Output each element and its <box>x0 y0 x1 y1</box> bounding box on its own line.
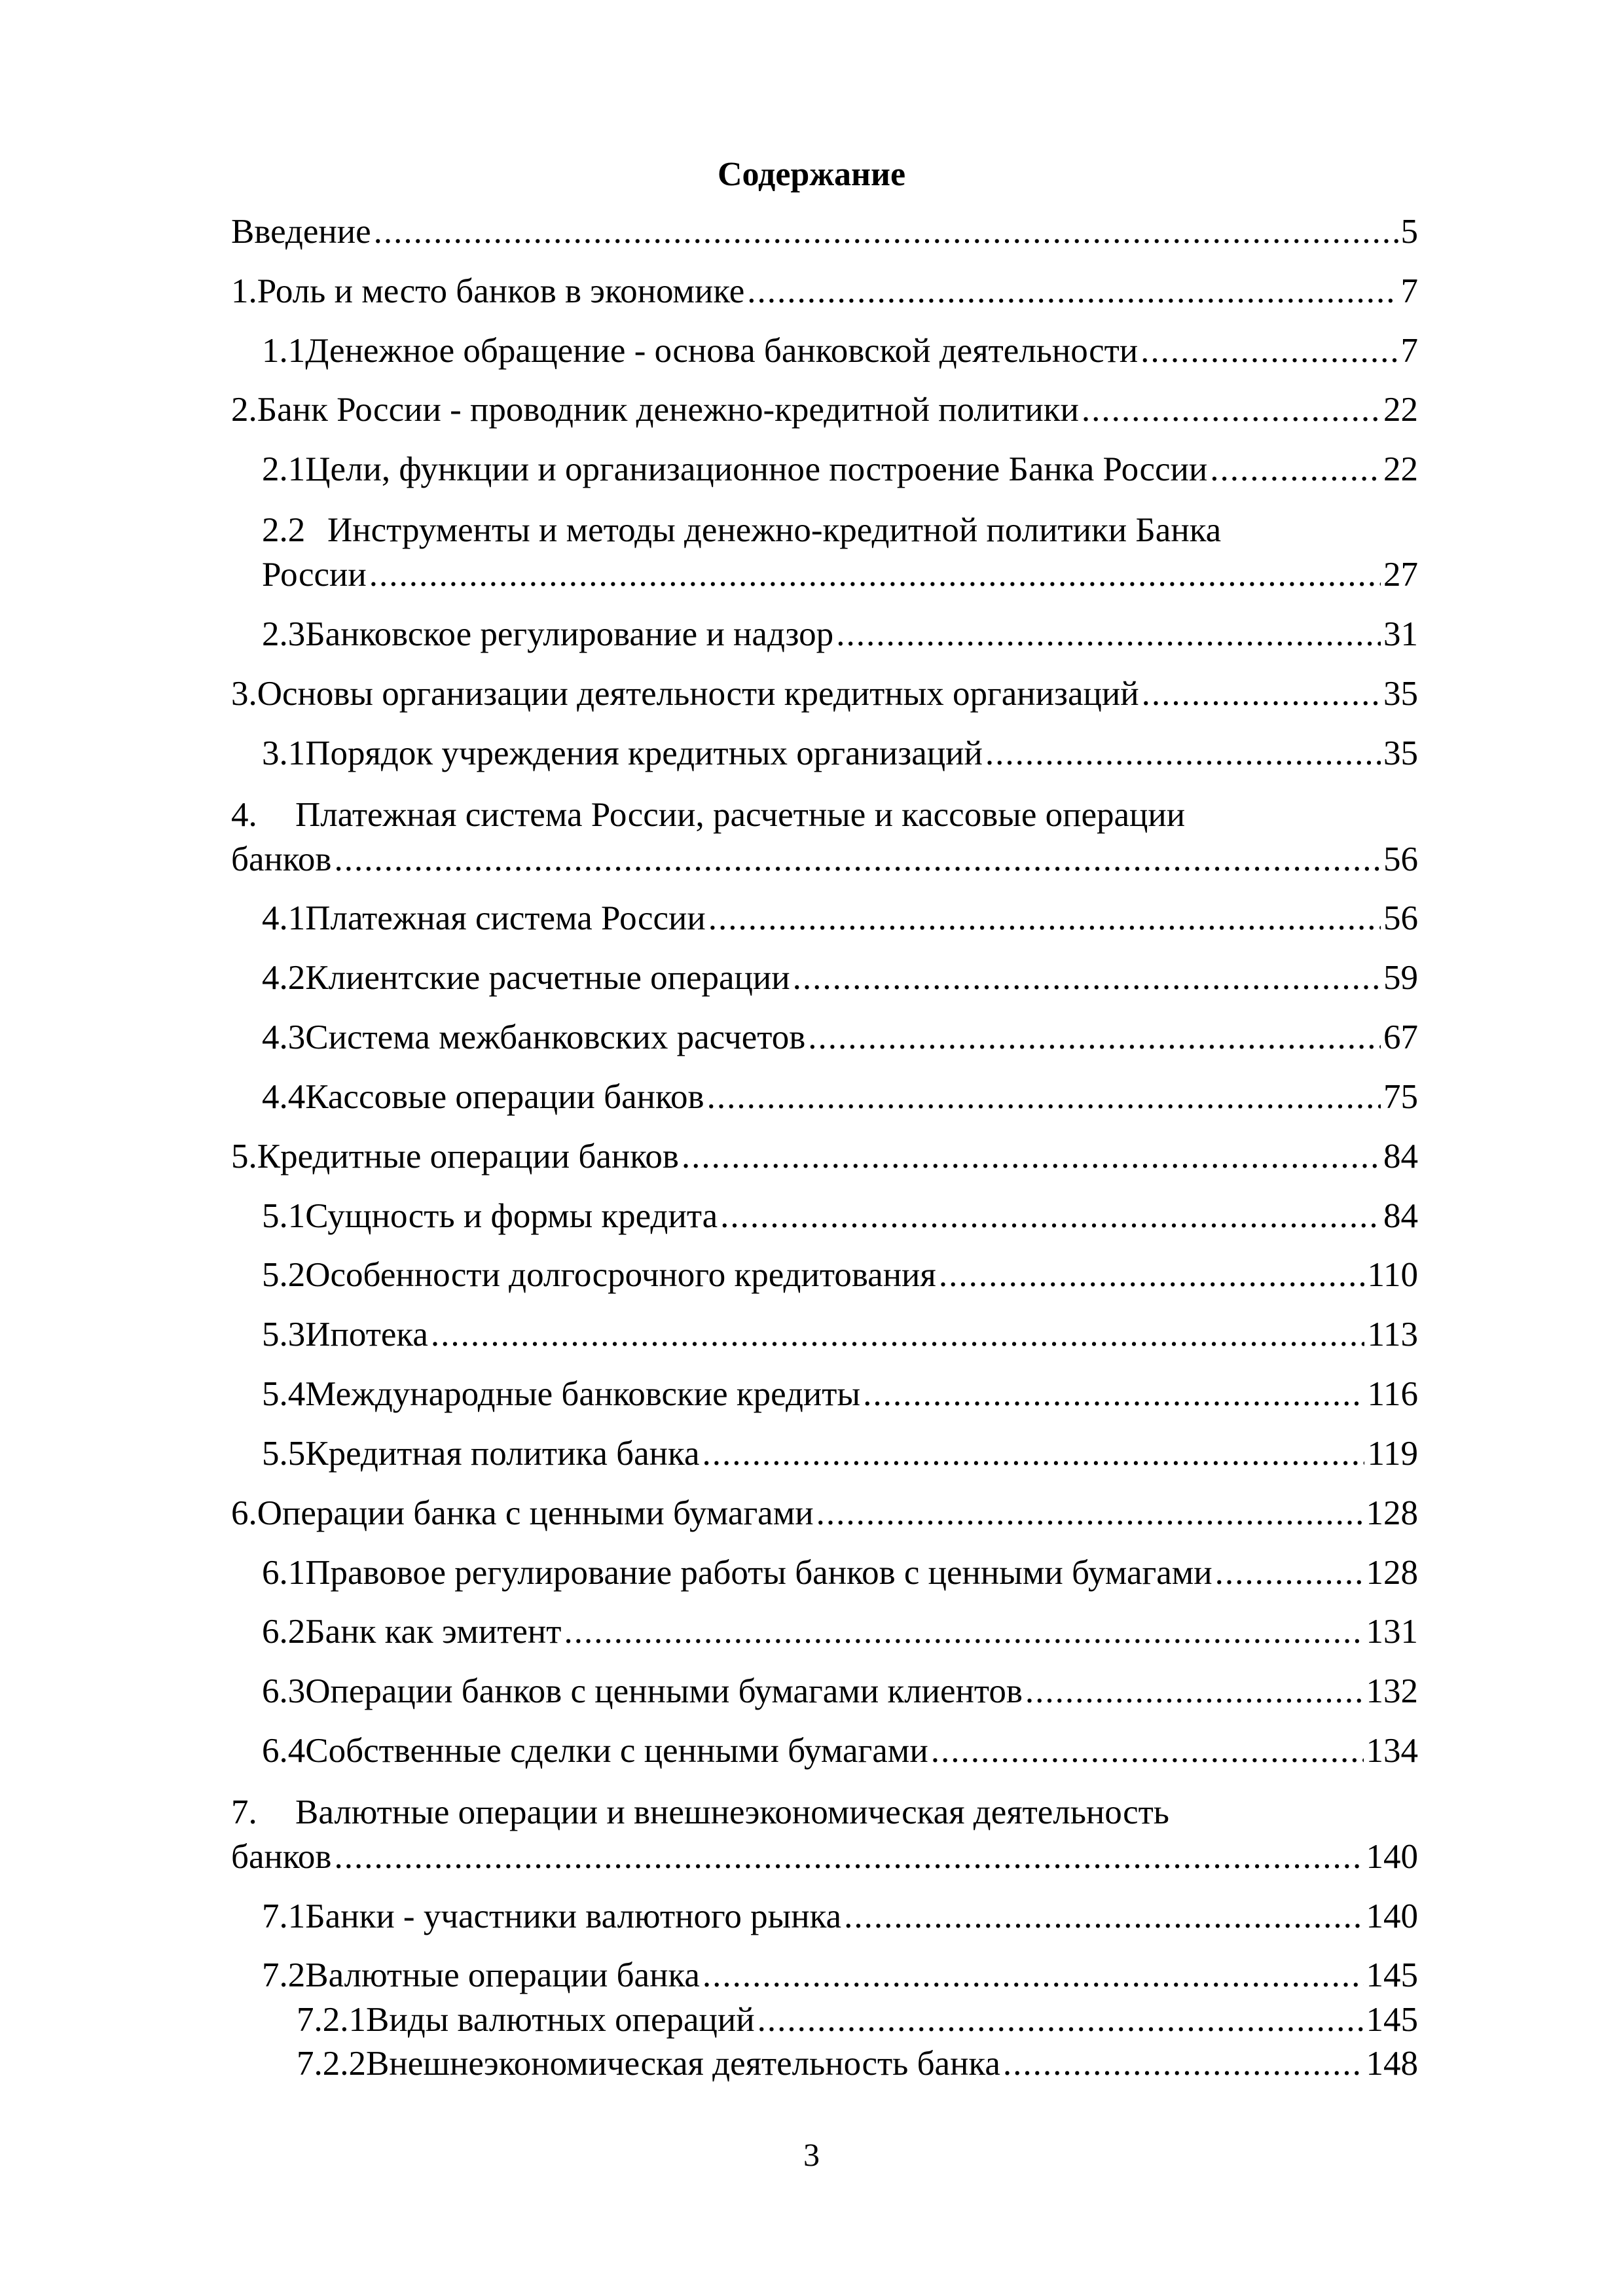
toc-entry[interactable] <box>231 1196 1418 1236</box>
toc-entry-title: Банковское регулирование и надзор <box>305 615 834 653</box>
dot-leader <box>1082 390 1381 429</box>
toc-entry-title: Роль и место банков в экономике <box>257 272 745 310</box>
toc-entry[interactable] <box>231 1956 1418 1995</box>
page-number: 3 <box>803 2136 820 2173</box>
toc-entry-title: Ипотека <box>305 1316 428 1354</box>
toc-entry-number: 4.4 <box>262 1078 306 1116</box>
toc-entry-page: 110 <box>1367 1256 1418 1294</box>
toc-entry-title: Платежная система России, расчетные и кассовые операции <box>295 796 1186 834</box>
toc-entry[interactable] <box>231 1374 1418 1414</box>
toc-entry[interactable] <box>231 331 1418 370</box>
toc-entry-page: 140 <box>1366 1838 1418 1876</box>
dot-leader <box>702 1434 1364 1473</box>
toc-entry-number: 5.3 <box>262 1316 306 1354</box>
toc-entry-number: 5. <box>231 1138 257 1175</box>
toc-entry[interactable] <box>231 1018 1418 1057</box>
toc-entry[interactable] <box>231 1255 1418 1295</box>
toc-entry-title: Платежная система России <box>305 899 706 937</box>
toc-entry-page: 134 <box>1366 1732 1418 1770</box>
toc-entry-number: 2.1 <box>262 450 306 488</box>
toc-entry-title: Денежное обращение - основа банковской деятельности <box>305 332 1139 370</box>
toc-entry[interactable] <box>231 212 1418 251</box>
toc-entry[interactable] <box>231 958 1418 997</box>
toc-entry-page: 145 <box>1366 1956 1418 1994</box>
toc-entry-number: 1.1 <box>262 332 306 370</box>
toc-entry[interactable] <box>231 1137 1418 1176</box>
toc-entry-page: 128 <box>1366 1494 1418 1532</box>
toc-entry-number: 5.4 <box>262 1375 306 1413</box>
toc-entry-page: 145 <box>1366 2001 1418 2039</box>
dot-leader <box>836 615 1381 654</box>
toc-entry-number: 5.5 <box>262 1435 306 1473</box>
toc-entry-title: Введение <box>231 213 371 251</box>
toc-entry-title: Виды валютных операций <box>366 2001 755 2039</box>
toc-entry-title: Кассовые операции банков <box>305 1078 704 1116</box>
toc-entry-number: 7. <box>231 1793 257 1831</box>
toc-entry-number: 5.2 <box>262 1256 306 1294</box>
toc-entry-page: 27 <box>1383 556 1418 594</box>
dot-leader <box>747 272 1398 311</box>
toc-entry-number: 2. <box>231 391 257 429</box>
toc-entry[interactable] <box>231 795 1418 879</box>
dot-leader <box>1140 331 1398 370</box>
toc-entry[interactable] <box>231 1553 1418 1592</box>
toc-entry-number: 6.3 <box>262 1672 306 1710</box>
toc-entry-page: 5 <box>1400 213 1418 251</box>
dot-leader <box>564 1612 1363 1651</box>
toc-entry-title: Операции банка с ценными бумагами <box>257 1494 814 1532</box>
toc-entry-page: 35 <box>1383 734 1418 772</box>
dot-leader <box>863 1374 1364 1414</box>
toc-entry-page: 7 <box>1400 272 1418 310</box>
dot-leader <box>702 1956 1364 1995</box>
toc-entry-number: 7.2 <box>262 1956 306 1994</box>
dot-leader <box>369 555 1381 594</box>
toc-entry-page: 132 <box>1366 1672 1418 1710</box>
toc-entry-title: Международные банковские кредиты <box>305 1375 861 1413</box>
dot-leader <box>334 840 1381 879</box>
toc-entry-page: 131 <box>1366 1613 1418 1651</box>
toc-entry[interactable] <box>231 2044 1418 2083</box>
toc-entry-page: 67 <box>1383 1018 1418 1056</box>
toc-entry-number: 3.1 <box>262 734 306 772</box>
toc-entry-title: Система межбанковских расчетов <box>305 1018 806 1056</box>
toc-entry-page: 128 <box>1366 1554 1418 1592</box>
toc-entry-title-continuation: России <box>262 556 367 594</box>
toc-entry-number: 5.1 <box>262 1197 306 1235</box>
toc-entry-number: 7.1 <box>262 1897 306 1935</box>
toc-entry-number: 7.2.1 <box>297 2001 366 2039</box>
dot-leader <box>816 1494 1364 1533</box>
toc-entry-number: 2.3 <box>262 615 306 653</box>
toc-entry-title: Внешнеэкономическая деятельность банка <box>366 2045 1000 2083</box>
toc-entry-title: Порядок учреждения кредитных организаций <box>305 734 983 772</box>
toc-title: Содержание <box>717 156 906 193</box>
toc-entry-title: Правовое регулирование работы банков с ценными бумагами <box>305 1554 1213 1592</box>
dot-leader <box>707 1077 1381 1117</box>
toc-entry-title: Клиентские расчетные операции <box>305 959 790 997</box>
toc-entry-page: 84 <box>1383 1197 1418 1235</box>
dot-leader <box>844 1897 1363 1936</box>
toc-entry-page: 56 <box>1383 899 1418 937</box>
toc-entry-title: Основы организации деятельности кредитных организаций <box>257 675 1139 713</box>
toc-entry-title: Кредитная политика банка <box>305 1435 700 1473</box>
toc-entry-number: 2.2 <box>262 511 306 549</box>
dot-leader <box>808 1018 1381 1057</box>
toc-entry-page: 7 <box>1400 332 1418 370</box>
toc-entry[interactable] <box>231 1434 1418 1473</box>
toc-entry-number: 1. <box>231 272 257 310</box>
toc-entry[interactable] <box>231 1612 1418 1651</box>
toc-entry-number: 6.4 <box>262 1732 306 1770</box>
toc-entry-page: 113 <box>1367 1316 1418 1354</box>
toc-entry-page: 75 <box>1383 1078 1418 1116</box>
toc-entry[interactable] <box>231 1672 1418 1711</box>
toc-entry[interactable] <box>231 899 1418 938</box>
toc-entry-title: Кредитные операции банков <box>257 1138 679 1175</box>
toc-entry-page: 35 <box>1383 675 1418 713</box>
dot-leader <box>682 1137 1381 1176</box>
toc-entry[interactable] <box>231 1315 1418 1354</box>
toc-entry[interactable] <box>231 390 1418 429</box>
dot-leader <box>1142 674 1381 713</box>
toc-entry[interactable] <box>231 1793 1418 1876</box>
toc-entry-number: 3. <box>231 675 257 713</box>
dot-leader <box>931 1731 1364 1770</box>
toc-entry-title: Валютные операции банка <box>305 1956 700 1994</box>
toc-entry-number: 4. <box>231 796 257 834</box>
toc-entry-number: 4.2 <box>262 959 306 997</box>
toc-entry-title: Операции банков с ценными бумагами клиентов <box>305 1672 1023 1710</box>
toc-entry-title: Особенности долгосрочного кредитования <box>305 1256 936 1294</box>
dot-leader <box>720 1196 1381 1236</box>
toc-entry-number: 6.1 <box>262 1554 306 1592</box>
toc-entry-page: 56 <box>1383 840 1418 878</box>
toc-entry-title: Инструменты и методы денежно-кредитной политики Банка <box>327 511 1222 549</box>
toc-entry-number: 4.3 <box>262 1018 306 1056</box>
dot-leader <box>1025 1672 1364 1711</box>
toc-entry[interactable] <box>231 674 1418 713</box>
toc-entry-page: 116 <box>1367 1375 1418 1413</box>
toc-entry[interactable] <box>231 2000 1418 2039</box>
dot-leader <box>1003 2044 1364 2083</box>
toc-entry-title: Банк России - проводник денежно-кредитной политики <box>257 391 1079 429</box>
toc-entry-title: Валютные операции и внешнеэкономическая деятельность <box>295 1793 1169 1831</box>
toc-entry-page: 59 <box>1383 959 1418 997</box>
toc-entry-page: 119 <box>1367 1435 1418 1473</box>
toc-entry-title: Цели, функции и организационное построение Банка России <box>305 450 1208 488</box>
toc-entry[interactable] <box>231 615 1418 654</box>
toc-entry[interactable] <box>231 450 1418 489</box>
toc-entry-page: 22 <box>1383 391 1418 429</box>
dot-leader <box>985 734 1381 773</box>
toc-entry[interactable] <box>231 1077 1418 1117</box>
toc-entry-page: 22 <box>1383 450 1418 488</box>
dot-leader <box>431 1315 1365 1354</box>
dot-leader <box>1215 1553 1364 1592</box>
toc-entry[interactable] <box>231 272 1418 311</box>
toc-entry-number: 6. <box>231 1494 257 1532</box>
toc-entry-title: Банк как эмитент <box>305 1613 562 1651</box>
toc-entry[interactable] <box>231 511 1418 594</box>
dot-leader <box>374 212 1398 251</box>
toc-entry[interactable] <box>231 734 1418 773</box>
dot-leader <box>939 1255 1365 1295</box>
toc-entry[interactable] <box>231 1897 1418 1936</box>
toc-entry-page: 84 <box>1383 1138 1418 1175</box>
toc-entry[interactable] <box>231 1494 1418 1533</box>
toc-entry-page: 31 <box>1383 615 1418 653</box>
toc-entry-page: 140 <box>1366 1897 1418 1935</box>
toc-entry-page: 148 <box>1366 2045 1418 2083</box>
dot-leader <box>757 2000 1364 2039</box>
toc-entry-title: Собственные сделки с ценными бумагами <box>305 1732 928 1770</box>
dot-leader <box>708 899 1381 938</box>
toc-entry-title-continuation: банков <box>231 840 332 878</box>
toc-entry-number: 7.2.2 <box>297 2045 366 2083</box>
toc-entry-number: 6.2 <box>262 1613 306 1651</box>
toc-entry-title-continuation: банков <box>231 1838 332 1876</box>
toc-entry-number: 4.1 <box>262 899 306 937</box>
dot-leader <box>793 958 1381 997</box>
toc-entry-title: Банки - участники валютного рынка <box>305 1897 842 1935</box>
toc-entry-title: Сущность и формы кредита <box>305 1197 718 1235</box>
dot-leader <box>1210 450 1381 489</box>
toc-entry[interactable] <box>231 1731 1418 1770</box>
dot-leader <box>334 1837 1363 1876</box>
